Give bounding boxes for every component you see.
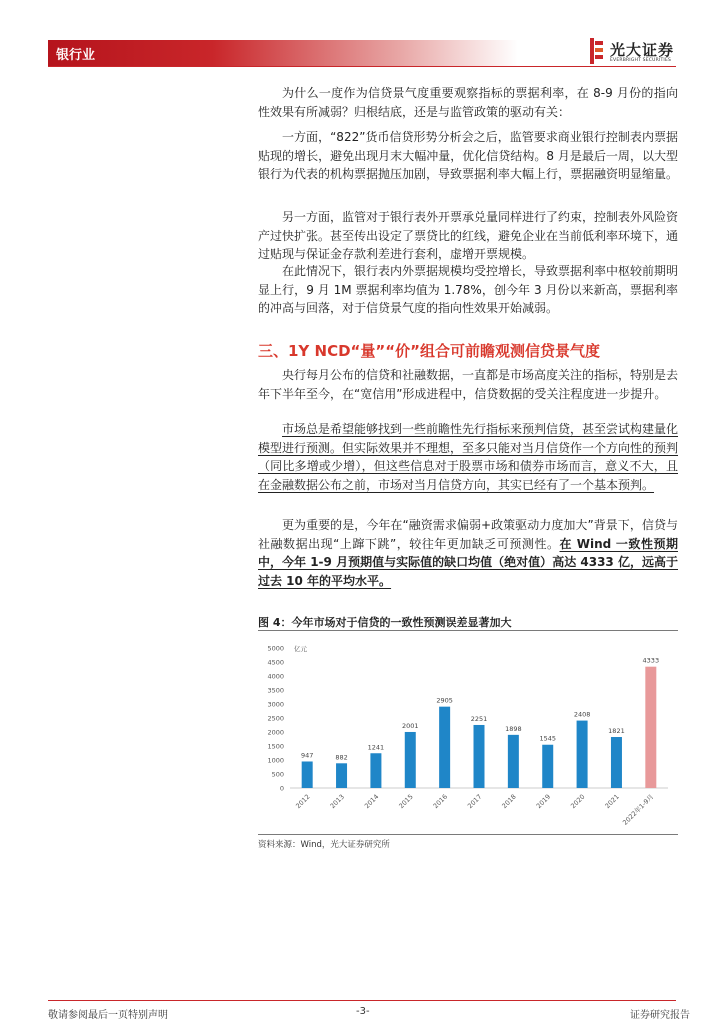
paragraph-3: 另一方面，监管对于银行表外开票承兑量同样进行了约束，控制表外风险资产过快扩张。甚至传出设定了票贷比的红线，避免企业在当前低利率环境下，通过贴现与保证金存款利差进行套利，虚增开票规模。 <box>258 210 679 261</box>
x-tick-label: 2018 <box>500 792 518 811</box>
paragraph-7-highlight: 在 Wind 一致性预期中，今年 1-9 月预期值与实际值的缺口均值（绝对值）高达 4333 亿，远高于过去 10 年的平均水平。 <box>258 536 678 588</box>
y-tick-label: 4500 <box>267 658 284 667</box>
x-tick-label: 2012 <box>294 792 312 811</box>
bar-value-label: 2251 <box>470 714 488 723</box>
y-tick-label: 2000 <box>267 728 284 737</box>
logo-icon <box>590 38 604 64</box>
bar <box>474 725 485 788</box>
paragraph-7-text: 更为重要的是，今年在“融资需求偏弱+政策驱动力度加大”背景下，信贷与社融数据出现“上蹿下跳”，较往年更加缺乏可预测性。 <box>258 518 678 551</box>
bar-value-label: 1821 <box>608 727 625 736</box>
y-tick-label: 1000 <box>267 756 284 765</box>
paragraph-2: 一方面，“822”货币信贷形势分析会之后，监管要求商业银行控制表内票据贴现的增长，避免出现月末大幅冲量，优化信贷结构。8 月是最后一周，以大型银行为代表的机构票据抛压加剧，导致票据利率大幅上行，票据融资明显缩量。 <box>258 130 679 181</box>
footer-report-type: 证券研究报告 <box>630 1010 690 1021</box>
brand-logo <box>590 38 690 68</box>
y-tick-label: 1500 <box>267 742 284 751</box>
paragraph-6 <box>258 420 678 494</box>
bar <box>302 761 313 788</box>
footer-rule <box>48 1000 676 1001</box>
bar-value-label: 1898 <box>505 724 522 733</box>
paragraph-6-text: 市场总是希望能够找到一些前瞻性先行指标来预判信贷，甚至尝试构建量化模型进行预测。但实际效果并不理想，至多只能对当月信贷作一个方向性的预判（同比多增或少增），但这些信息对于股票市场和债券市场而言，意义不大，且在金融数据公布之前，市场对当月信贷方向，其实已经有了一个基本预判。 <box>258 422 679 492</box>
y-tick-label: 3500 <box>267 686 284 695</box>
x-tick-label: 2014 <box>362 792 381 811</box>
figure-title: 图 4：今年市场对于信贷的一致性预测误差显著加大 <box>258 616 512 629</box>
bar <box>611 737 622 788</box>
x-tick-label: 2019 <box>534 792 553 811</box>
logo-name-en: EVERBRIGHT SECURITIES <box>610 58 672 63</box>
section-heading: 三、1Y NCD“量”“价”组合可前瞻观测信贷景气度 <box>258 342 600 360</box>
bar-value-label: 2001 <box>401 721 419 730</box>
x-tick-label: 2017 <box>466 792 484 811</box>
paragraph-4: 在此情况下，银行表内外票据规模均受控增长，导致票据利率中枢较前期明显上行，9 月 1M 票据利率均值为 1.78%，创今年 3 月份以来新高，票据利率的冲高与回落，对于信贷景气度的指向性效果开始减弱。 <box>258 264 679 315</box>
bar <box>370 753 381 788</box>
bar-value-label: 4333 <box>642 656 660 665</box>
y-tick-label: 3000 <box>267 700 284 709</box>
figure-rule-bottom <box>258 834 678 835</box>
bar <box>336 763 347 788</box>
bar <box>645 667 656 788</box>
header-rule <box>48 66 676 67</box>
x-tick-label: 2015 <box>397 792 415 811</box>
x-tick-label: 2016 <box>431 792 450 811</box>
y-axis-unit: 亿元 <box>294 645 307 653</box>
header-band <box>48 40 518 66</box>
bar-value-label: 2905 <box>436 696 453 705</box>
bar <box>405 732 416 788</box>
x-tick-label: 2020 <box>569 792 587 811</box>
bar-value-label: 1241 <box>367 743 385 752</box>
y-tick-label: 2500 <box>267 714 284 723</box>
logo-name-cn: 光大证券 <box>610 41 675 59</box>
paragraph-7 <box>258 516 678 590</box>
footer-disclaimer: 敬请参阅最后一页特别声明 <box>48 1010 168 1021</box>
x-tick-label: 2013 <box>328 792 346 811</box>
x-tick-label: 2022年1-9月 <box>621 792 656 827</box>
bar <box>508 735 519 788</box>
bar <box>439 707 450 788</box>
figure-rule-top <box>258 630 678 631</box>
y-tick-label: 5000 <box>267 644 284 653</box>
bar <box>577 721 588 788</box>
bar-chart <box>258 634 678 834</box>
page-number: -3- <box>356 1006 370 1017</box>
bar-value-label: 2408 <box>573 710 591 719</box>
figure-source: 资料来源：Wind，光大证券研究所 <box>258 840 390 850</box>
bar-value-label: 882 <box>335 753 348 762</box>
bar <box>542 745 553 788</box>
section-label: 银行业 <box>56 48 96 63</box>
x-tick-label: 2021 <box>603 792 621 811</box>
bar-value-label: 1545 <box>539 734 557 743</box>
y-tick-label: 500 <box>271 770 284 779</box>
paragraph-5: 央行每月公布的信贷和社融数据，一直都是市场高度关注的指标，特别是去年下半年至今，在“宽信用”形成进程中，信贷数据的受关注程度进一步提升。 <box>258 368 679 401</box>
y-tick-label: 0 <box>279 784 284 793</box>
y-tick-label: 4000 <box>267 672 284 681</box>
paragraph-1: 为什么一度作为信贷景气度重要观察指标的票据利率，在 8-9 月份的指向性效果有所减弱？归根结底，还是与监管政策的驱动有关： <box>258 86 678 119</box>
bar-value-label: 947 <box>300 751 314 760</box>
